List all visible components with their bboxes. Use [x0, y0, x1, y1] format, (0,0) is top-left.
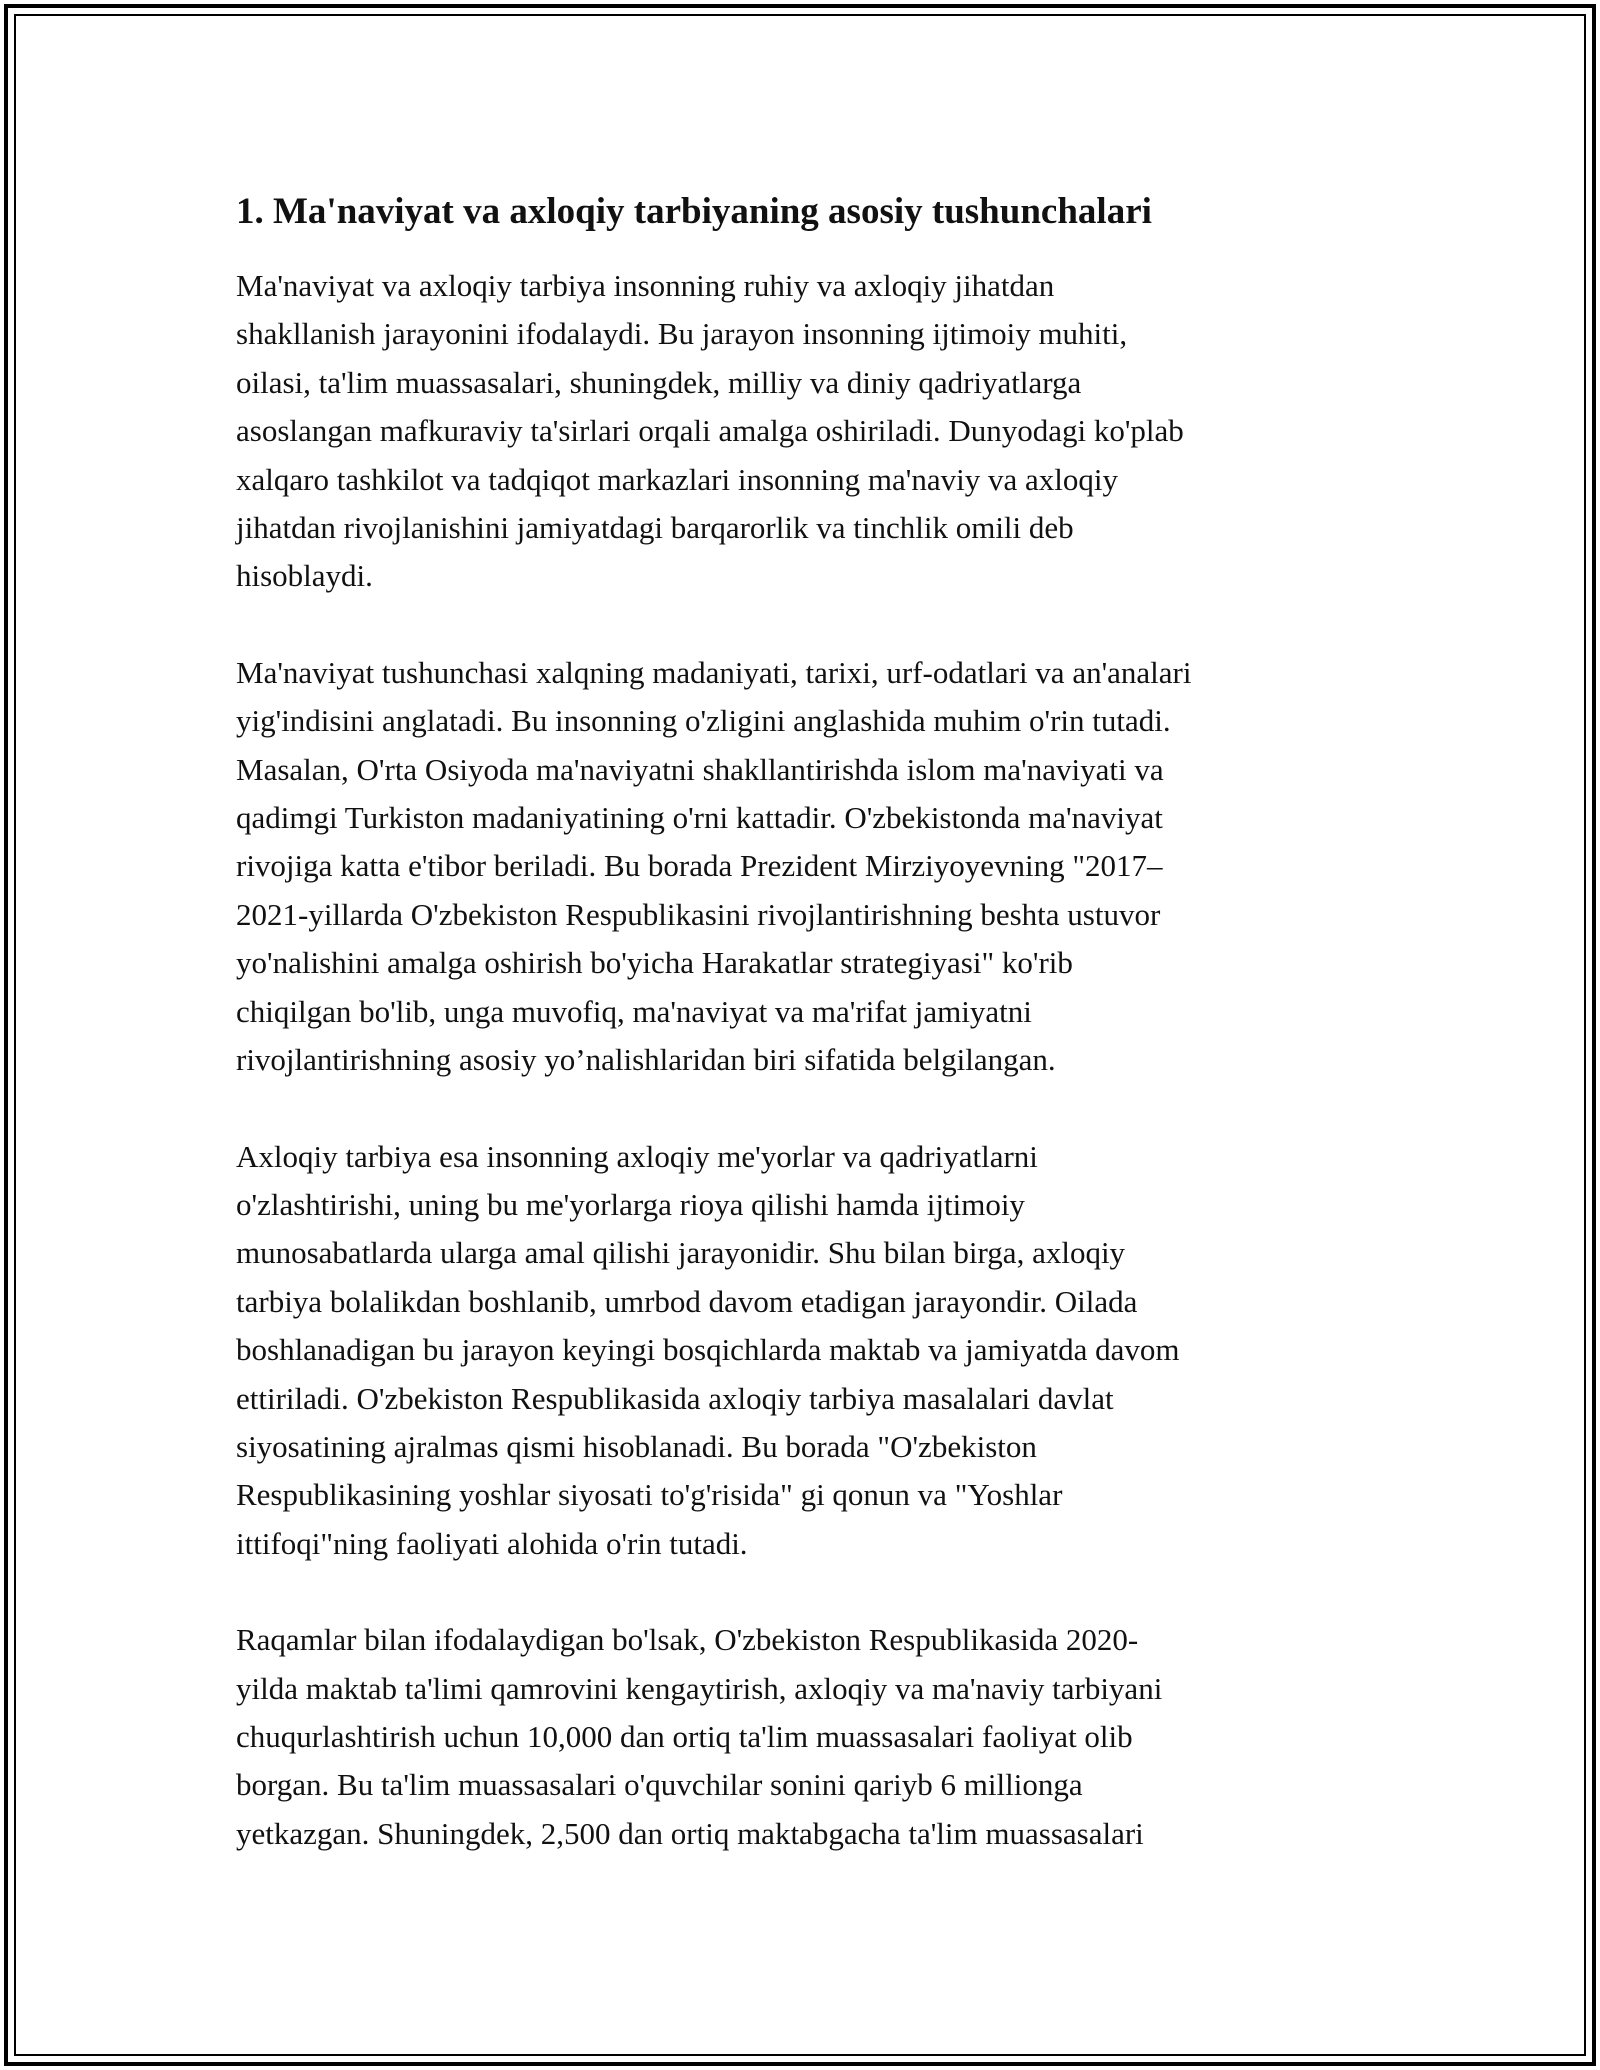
paragraph-line: hisoblaydi. — [236, 558, 373, 594]
paragraph-line: yo'nalishini amalga oshirish bo'yicha Harakatlar strategiyasi" ko'rib — [236, 945, 1073, 981]
paragraph-line: yilda maktab ta'limi qamrovini kengaytirish, axloqiy va ma'naviy tarbiyani — [236, 1670, 1163, 1706]
paragraph-line: qadimgi Turkiston madaniyatining o'rni kattadir. O'zbekistonda ma'naviyat — [236, 800, 1163, 836]
paragraph-line: oilasi, ta'lim muassasalari, shuningdek, milliy va diniy qadriyatlarga — [236, 364, 1082, 400]
paragraph-line: 2021-yillarda O'zbekiston Respublikasini rivojlantirishning beshta ustuvor — [236, 896, 1161, 932]
paragraph-line: ittifoqi"ning faoliyati alohida o'rin tutadi. — [236, 1525, 748, 1561]
paragraph-line: asoslangan mafkuraviy ta'sirlari orqali amalga oshiriladi. Dunyodagi ko'plab — [236, 413, 1184, 449]
paragraph-4 — [236, 1616, 1386, 1858]
paragraph-line: yig'indisini anglatadi. Bu insonning o'zligini anglashida muhim o'rin tutadi. — [236, 703, 1171, 739]
paragraph-line: rivojiga katta e'tibor beriladi. Bu borada Prezident Mirziyoyevning "2017– — [236, 848, 1163, 884]
paragraph-line: Ma'naviyat tushunchasi xalqning madaniyati, tarixi, urf-odatlari va an'analari — [236, 654, 1192, 690]
paragraph-1 — [236, 262, 1386, 601]
paragraph-line: yetkazgan. Shuningdek, 2,500 dan ortiq maktabgacha ta'lim muassasalari — [236, 1815, 1144, 1851]
paragraph-line: jihatdan rivojlanishini jamiyatdagi barqarorlik va tinchlik omili deb — [236, 510, 1074, 546]
paragraph-line: tarbiya bolalikdan boshlanib, umrbod davom etadigan jarayondir. Oilada — [236, 1283, 1138, 1319]
paragraph-2 — [236, 649, 1386, 1085]
paragraph-line: Axloqiy tarbiya esa insonning axloqiy me'yorlar va qadriyatlarni — [236, 1138, 1038, 1174]
paragraph-3 — [236, 1133, 1386, 1569]
paragraph-line: Respublikasining yoshlar siyosati to'g'risida" gi qonun va "Yoshlar — [236, 1477, 1063, 1513]
paragraph-line: ettiriladi. O'zbekiston Respublikasida axloqiy tarbiya masalalari davlat — [236, 1380, 1114, 1416]
paragraph-line: rivojlantirishning asosiy yo’nalishlaridan biri sifatida belgilangan. — [236, 1042, 1056, 1078]
paragraph-line: munosabatlarda ularga amal qilishi jarayonidir. Shu bilan birga, axloqiy — [236, 1235, 1126, 1271]
paragraph-line: siyosatining ajralmas qismi hisoblanadi. Bu borada "O'zbekiston — [236, 1428, 1037, 1464]
paragraph-line: Raqamlar bilan ifodalaydigan bo'lsak, O'zbekiston Respublikasida 2020- — [236, 1622, 1139, 1658]
paragraph-line: xalqaro tashkilot va tadqiqot markazlari insonning ma'naviy va axloqiy — [236, 461, 1118, 497]
section-heading: 1. Ma'naviyat va axloqiy tarbiyaning asosiy tushunchalari — [236, 191, 1152, 232]
paragraph-line: Ma'naviyat va axloqiy tarbiya insonning ruhiy va axloqiy jihatdan — [236, 268, 1055, 303]
paragraph-line: o'zlashtirishi, uning bu me'yorlarga rioya qilishi hamda ijtimoiy — [236, 1186, 1025, 1222]
paragraph-line: borgan. Bu ta'lim muassasalari o'quvchilar sonini qariyb 6 millionga — [236, 1767, 1083, 1803]
paragraph-line: chiqilgan bo'lib, unga muvofiq, ma'naviyat va ma'rifat jamiyatni — [236, 993, 1032, 1029]
paragraph-line: shakllanish jarayonini ifodalaydi. Bu jarayon insonning ijtimoiy muhiti, — [236, 316, 1128, 352]
paragraph-line: chuqurlashtirish uchun 10,000 dan ortiq ta'lim muassasalari faoliyat olib — [236, 1718, 1133, 1754]
paragraph-line: Masalan, O'rta Osiyoda ma'naviyatni shakllantirishda islom ma'naviyati va — [236, 751, 1164, 787]
document-body — [236, 188, 1386, 1906]
paragraph-line: boshlanadigan bu jarayon keyingi bosqichlarda maktab va jamiyatda davom — [236, 1332, 1180, 1368]
